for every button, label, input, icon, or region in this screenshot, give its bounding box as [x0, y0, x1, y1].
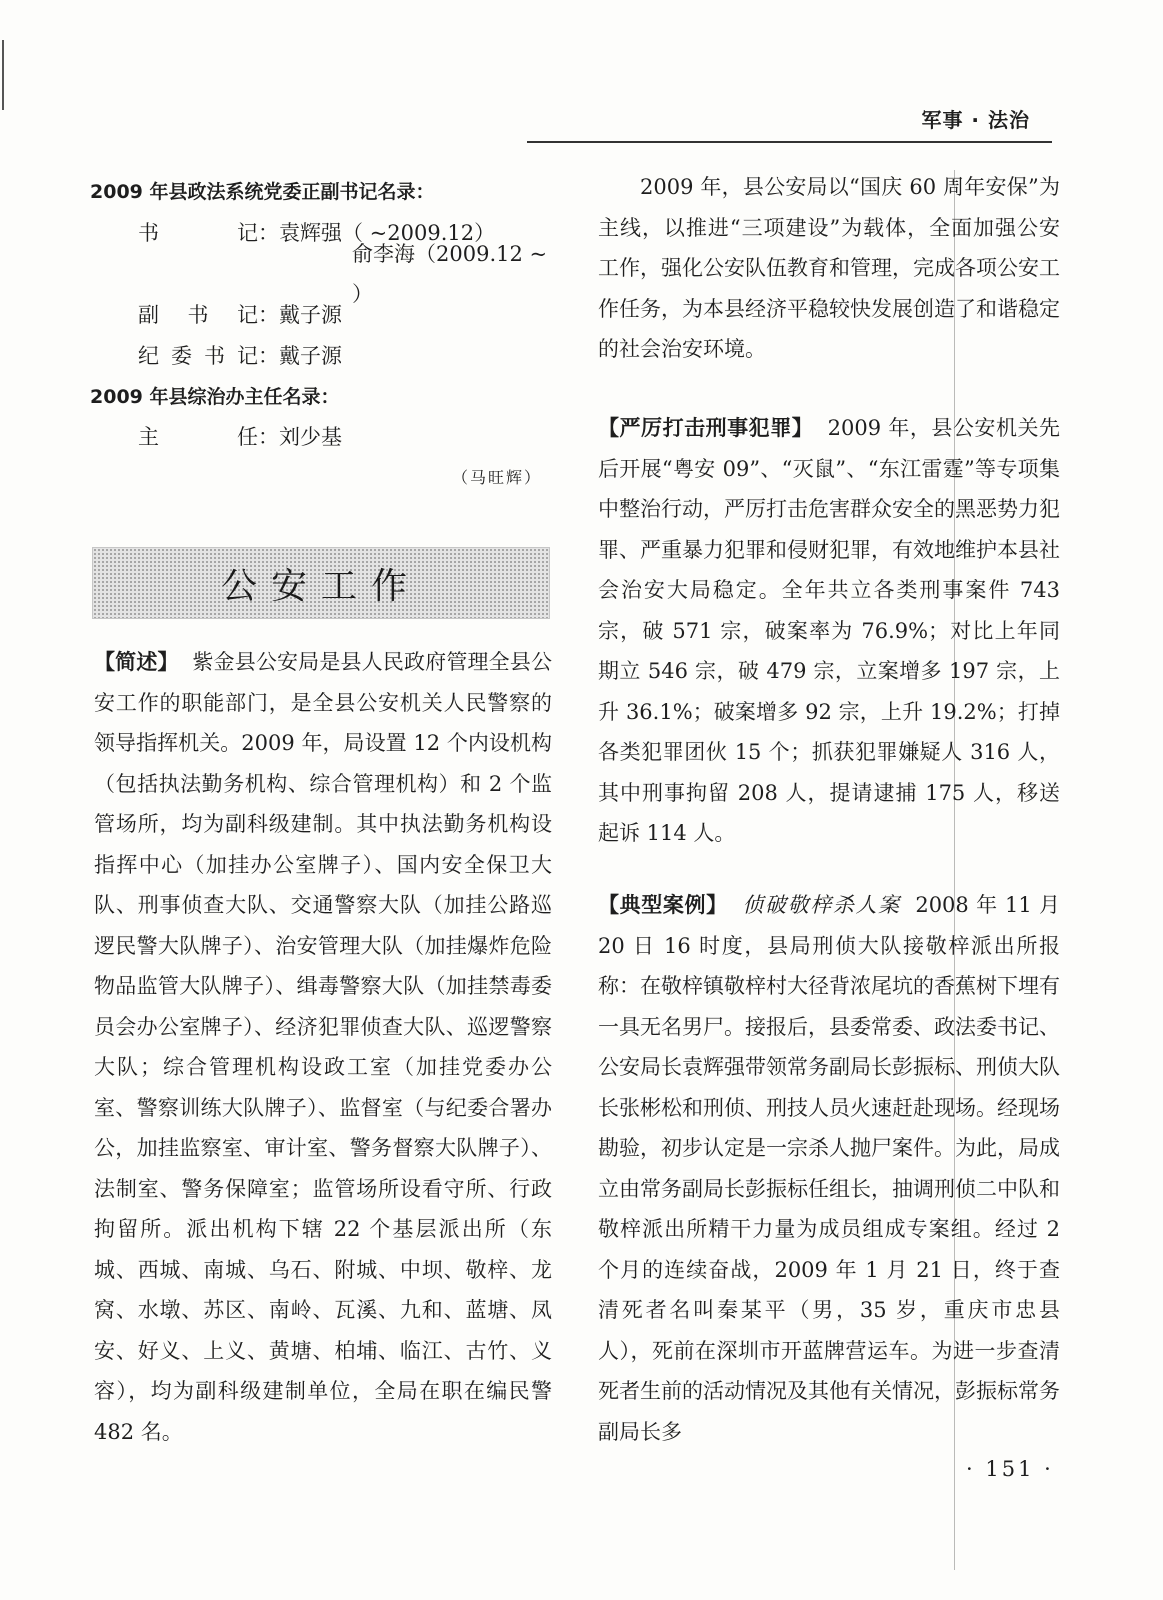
roster-block — [90, 172, 552, 498]
roster-row — [90, 336, 552, 377]
crime-article — [598, 408, 1060, 854]
section-banner — [92, 547, 550, 619]
author-note: （马旺辉） — [451, 468, 542, 487]
case-label: 【典型案例】 — [598, 893, 728, 917]
intro-paragraph: 2009 年，县公安局以“国庆 60 周年安保”为主线，以推进“三项建设”为载体，全面加强公安工作，强化公安队伍教育和管理，完成各项公安工作任务，为本县经济平稳较快发展创造了和谐稳定的社会治安环境。 — [598, 175, 1060, 361]
intro-article — [598, 167, 1060, 370]
roster-row — [90, 417, 552, 458]
header-rule — [527, 141, 1052, 143]
crime-text: 2009 年，县公安机关先后开展“粤安 09”、“灭鼠”、“东江雷霆”等专项集中整治行动，严厉打击危害群众安全的黑恶势力犯罪、严重暴力犯罪和侵财犯罪，有效地维护本县社会治安大局稳定。全年共立各类刑事案件 743 宗，破 571 宗，破案率为 76.9%；对比上年同期立 546 宗，破 479 宗，立案增多 197 宗，上升 36.1%；破案增多 92 宗，上升 19.2%；打掉各类犯罪团伙 15 个；抓获犯罪嫌疑人 316 人，其中刑事拘留 208 人，提请逮捕 175 人，移送起诉 114 人。 — [598, 416, 1060, 845]
banner-title: 公安工作 — [220, 565, 421, 607]
roster-name: 俞李海（2009.12 ~ ） — [352, 241, 548, 306]
crime-paragraph — [598, 408, 1060, 854]
crime-label: 【严厉打击刑事犯罪】 — [598, 416, 814, 440]
page-number: · 151 · — [966, 1457, 1054, 1481]
overview-paragraph — [94, 642, 552, 1452]
roster-role: 书 记 — [138, 220, 258, 245]
roster-row — [90, 241, 552, 306]
overview-text: 紫金县公安局是县人民政府管理全县公安工作的职能部门，是全县公安机关人民警察的领导指挥机关。2009 年，局设置 12 个内设机构（包括执法勤务机构、综合管理机构）和 2 个监管场所，均为副科级建制。其中执法勤务机构设指挥中心（加挂办公室牌子）、国内安全保卫大队、刑事侦查大队、交通警察大队（加挂公路巡逻民警大队牌子）、治安管理大队（加挂爆炸危险物品监管大队牌子）、缉毒警察大队（加挂禁毒委员会办公室牌子）、经济犯罪侦查大队、巡逻警察大队；综合管理机构设政工室（加挂党委办公室、警察训练大队牌子）、监督室（与纪委合署办公，加挂监察室、审计室、警务督察大队牌子）、法制室、警务保障室；监管场所设看守所、行政拘留所。派出机构下辖 22 个基层派出所（东城、西城、南城、乌石、附城、中坝、敬梓、龙窝、水墩、苏区、南岭、瓦溪、九和、蓝塘、凤安、好义、上义、黄塘、柏埔、临江、古竹、义容），均为副科级建制单位，全局在职在编民警 482 名。 — [94, 650, 553, 1444]
roster-role: 副 书 记 — [138, 302, 258, 327]
roster-name: ：戴子源 — [258, 343, 342, 368]
overview-label: 【简述】 — [94, 650, 179, 674]
roster-name: ：刘少基 — [258, 425, 342, 450]
case-paragraph — [598, 885, 1060, 1452]
roster-heading-2: 2009 年县综治办主任名录： — [90, 385, 340, 408]
case-article — [598, 885, 1060, 1452]
roster-name: ：袁辉强（ ~2009.12） — [258, 220, 496, 245]
section-header: 军事 · 法治 — [921, 108, 1030, 132]
overview-article — [94, 642, 552, 1452]
roster-name: ：戴子源 — [258, 302, 342, 327]
roster-heading-1: 2009 年县政法系统党委正副书记名录： — [90, 181, 435, 203]
roster-role: 纪 委 书 记 — [138, 343, 258, 368]
case-text: 2008 年 11 月 20 日 16 时度，县局刑侦大队接敬梓派出所报称：在敬梓镇敬梓村大径背浓尾坑的香蕉树下埋有一具无名男尸。接报后，县委常委、政法委书记、公安局长袁辉强带领常务副局长彭振标、刑侦大队长张彬松和刑侦、刑技人员火速赶赴现场。经现场勘验，初步认定是一宗杀人抛尸案件。为此，局成立由常务副局长彭振标任组长，抽调刑侦二中队和敬梓派出所精干力量为成员组成专案组。经过 2 个月的连续奋战，2009 年 1 月 21 日，终于查清死者名叫秦某平（男，35 岁，重庆市忠县人），死前在深圳市开蓝牌营运车。为进一步查清死者生前的活动情况及其他有关情况，彭振标常务副局长多 — [598, 893, 1061, 1444]
case-title: 侦破敬梓杀人案 — [742, 893, 901, 917]
roster-role: 主 任 — [138, 425, 258, 450]
scan-edge-mark — [2, 40, 4, 110]
